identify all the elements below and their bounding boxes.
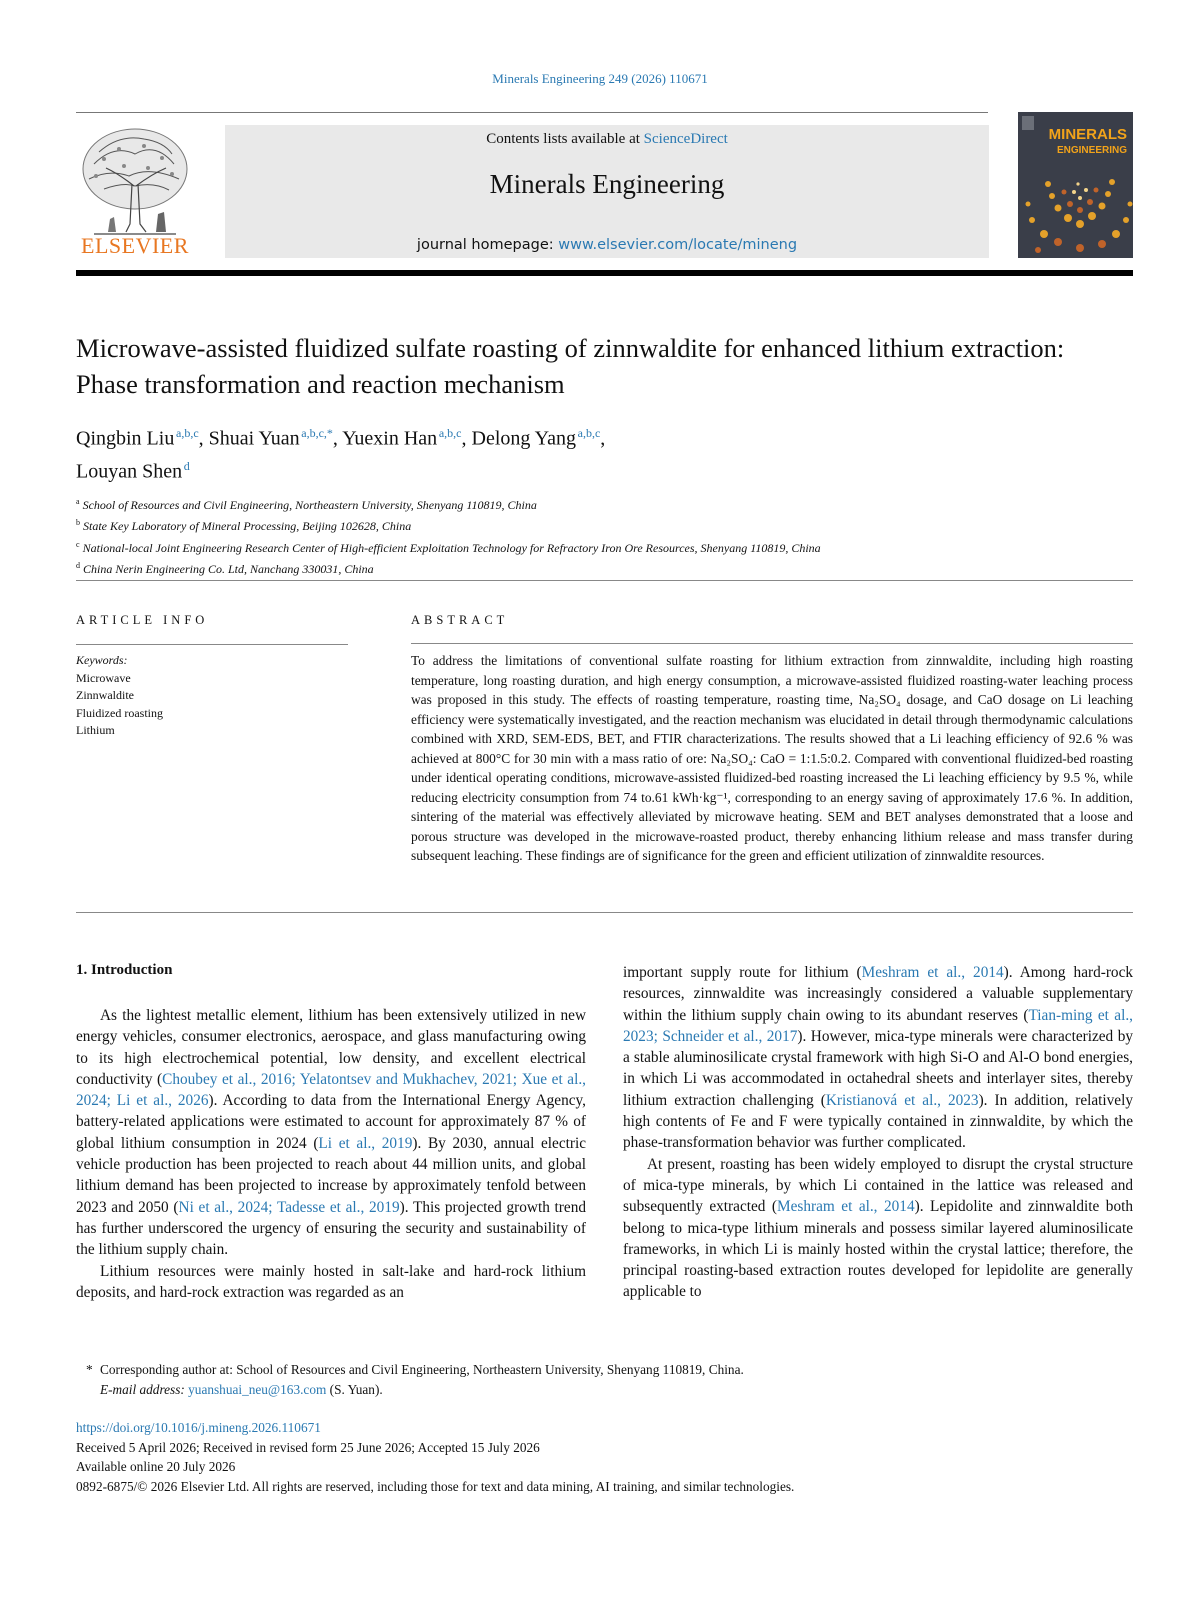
author-affiliation-marks[interactable]: a,b,c [577, 426, 601, 440]
affiliation-text: China Nerin Engineering Co. Ltd, Nanchang 330031, China [83, 562, 374, 577]
author-name[interactable]: Shuai Yuan [208, 427, 300, 450]
affiliation-item [76, 493, 1126, 514]
body-column-right [623, 962, 1133, 1303]
keywords-label: Keywords: [76, 653, 128, 667]
journal-citation[interactable]: Minerals Engineering 249 (2026) 110671 [492, 71, 708, 86]
body-text: ). Lepidolite and zinnwaldite both belong to mica-type lithium minerals and possess similar layered aluminosilicate frameworks, in which Li is mainly hosted within the crystal lattice; therefore, the principal roasting-based extraction routes developed for lepidolite are generally applicable to [623, 1198, 1133, 1301]
affiliation-mark: b [76, 518, 80, 528]
article-title: Microwave-assisted fluidized sulfate roasting of zinnwaldite for enhanced lithium extraction: Phase transformation and reaction mechanism [76, 333, 1065, 399]
body-text: Lithium resources were mainly hosted in salt-lake and hard-rock lithium deposits, and hard-rock extraction was regarded as an [76, 1262, 586, 1301]
body-text: ). Among hard-rock resources, zinnwaldite was increasingly considered a valuable supplementary within the lithium supply chain owing to its abundant reserves ( [623, 964, 1134, 1024]
body-paragraph [76, 1005, 586, 1261]
corresponding-author-text: Corresponding author at: School of Resources and Civil Engineering, Northeastern University, Shenyang 110819, China. [100, 1362, 744, 1377]
footnote-star: * [86, 1362, 93, 1377]
affiliation-text: School of Resources and Civil Engineering, Northeastern University, Shenyang 110819, China [82, 498, 537, 512]
cover-title [1049, 128, 1127, 158]
body-text: ). In addition, relatively high contents of Fe and F were typically contained in zinnwaldite, by which the phase-transformation behavior was further complicated. [623, 1091, 1133, 1152]
article-info-rule [76, 644, 348, 645]
author-name[interactable]: Delong Yang [471, 427, 576, 450]
body-column-left [76, 1005, 586, 1303]
author-separator: , [461, 427, 472, 450]
keyword-item: Fluidized roasting [76, 705, 163, 720]
author-affiliation-marks[interactable]: a,b,c,* [301, 426, 333, 440]
citation-link[interactable]: Choubey et al., 2016; Yelatontsev and Mukhachev, 2021; Xue et al., 2024; Li et al., 2026 [76, 1070, 586, 1110]
contents-line [225, 131, 989, 148]
affiliation-mark: d [76, 561, 80, 571]
elsevier-wordmark: ELSEVIER [81, 233, 189, 258]
affiliation-item [76, 536, 1126, 557]
affiliation-mark: c [76, 539, 80, 549]
keyword-item: Zinnwaldite [76, 688, 134, 702]
affiliation-text: National-local Joint Engineering Research Center of High-efficient Exploitation Technology for Refractory Iron Ore Resources, Shenyang 110819, China [82, 540, 821, 555]
body-paragraph [76, 1261, 586, 1304]
author-affiliation-marks[interactable]: a,b,c [176, 426, 199, 440]
author-name[interactable]: Qingbin Liu [76, 427, 175, 450]
author-name[interactable]: Louyan Shen [76, 460, 183, 483]
abstract-rule [411, 643, 1133, 644]
affiliation-mark: a [76, 497, 80, 506]
email-label: E-mail address: [100, 1382, 185, 1397]
author-name[interactable]: Yuexin Han [342, 427, 438, 450]
affiliation-text: State Key Laboratory of Mineral Processing, Beijing 102628, China [83, 519, 412, 534]
keyword-item: Microwave [76, 670, 131, 685]
header-thick-rule [76, 270, 1133, 276]
email-link[interactable]: yuanshuai_neu@163.com [188, 1382, 327, 1397]
author-separator: , [332, 427, 343, 450]
info-divider-bottom [76, 912, 1133, 913]
body-text: As the lightest metallic element, lithium has been extensively utilized in new energy vehicles, consumer electronics, aerospace, and glass manufacturing owing to its high electrochemical potential, low density, and excellent electrical conductivity ( [76, 1007, 586, 1088]
journal-name: Minerals Engineering [489, 169, 725, 199]
author-list [76, 420, 1116, 485]
body-text: ). This projected growth trend has further underscored the urgency of ensuring the security and sustainability of the lithium supply chain. [76, 1198, 586, 1259]
abstract-text: To address the limitations of conventional sulfate roasting for lithium extraction from zinnwaldite, including high roasting temperature, long roasting duration, and high energy consumption, a microwave-assisted fluidized roasting-water leaching process was proposed in this study. The effects of roasting temperature, roasting time, Na₂SO₄ dosage, and CaO dosage on Li leaching efficiency were systematically investigated, and the reaction mechanism was elucidated in detail through thermodynamic calculations combined with XRD, SEM-EDS, BET, and FTIR characterizations. The results showed that a Li leaching efficiency of 92.6 % was achieved at 800°C for 30 min with a mass ratio of ore: Na₂SO₄: CaO = 1:1.5:0.2. Compared with conventional fluidized-bed roasting under identical operating conditions, microwave-assisted fluidized-bed roasting increased the Li leaching efficiency by 9.5 %, while reducing electricity consumption from 74 to.61 kWh·kg⁻¹, corresponding to an energy saving of approximately 17.6 %. In addition, sintering of the material was effectively alleviated by microwave heating. SEM and BET analyses demonstrated that a loose and porous structure was developed in the microwave-roasted product, thereby enhancing lithium release and mass transfer during subsequent leaching. These findings are of significance for the green and efficient utilization of zinnwaldite resources. [411, 653, 1133, 863]
body-text: At present, roasting has been widely employed to disrupt the crystal structure of mica-type minerals, by which Li contained in the lattice was released and subsequently extracted ( [623, 1155, 1133, 1216]
contents-prefix: Contents lists available at [486, 131, 644, 147]
abstract-heading: ABSTRACT [411, 613, 509, 627]
cover-title-line-1: MINERALS [1048, 126, 1127, 143]
citation-link[interactable]: Ni et al., 2024; Tadesse et al., 2019 [178, 1198, 400, 1216]
body-text: ). According to data from the International Energy Agency, battery-related applications were estimated to account for approximately 87 % of global lithium consumption in 2024 ( [76, 1092, 586, 1152]
doi-link[interactable]: https://doi.org/10.1016/j.mineng.2026.110671 [76, 1420, 321, 1435]
author-affiliation-marks[interactable]: d [183, 458, 190, 473]
citation-link[interactable]: Kristianová et al., 2023 [825, 1091, 979, 1109]
article-info-heading: ARTICLE INFO [76, 613, 209, 627]
corresponding-author-footnote [76, 1360, 1133, 1400]
journal-cover-image[interactable] [1018, 112, 1133, 258]
available-online: Available online 20 July 2026 [76, 1459, 236, 1475]
received-dates: Received 5 April 2026; Received in revised form 25 June 2026; Accepted 15 July 2026 [76, 1439, 540, 1455]
body-paragraph [623, 1154, 1133, 1303]
citation-link[interactable]: Meshram et al., 2014 [861, 964, 1004, 981]
publication-info [76, 1418, 1133, 1496]
affiliation-item [76, 557, 1126, 578]
body-paragraph-continued [623, 962, 1133, 1154]
email-suffix: (S. Yuan). [326, 1382, 383, 1397]
header-divider [76, 112, 988, 113]
info-divider-top [76, 580, 1133, 581]
keywords-block [76, 652, 346, 740]
homepage-prefix: journal homepage: [416, 237, 559, 253]
author-separator: , [600, 427, 606, 450]
sciencedirect-link[interactable]: ScienceDirect [643, 131, 728, 147]
affiliation-item [76, 514, 1126, 535]
citation-link[interactable]: Tian-ming et al., 2023; Schneider et al., 2017 [623, 1006, 1133, 1045]
body-text: ). However, mica-type minerals were characterized by a stable aluminosilicate crystal framework with high Si-O and Al-O bond energies, in which Li was accommodated in octahedral sheets and interlayer sites, thereby lithium extraction challenging ( [623, 1027, 1133, 1109]
body-text: ). By 2030, annual electric vehicle production has been projected to reach about 44 million units, and global lithium demand has been projected to increase by approximately tenfold between 2023 and 2050 ( [76, 1134, 587, 1216]
keyword-item: Lithium [76, 723, 115, 737]
section-heading-introduction: 1. Introduction [76, 962, 173, 978]
citation-link[interactable]: Meshram et al., 2014 [777, 1198, 915, 1216]
journal-homepage-link[interactable]: www.elsevier.com/locate/mineng [558, 237, 798, 253]
copyright-line: 0892-6875/© 2026 Elsevier Ltd. All rights are reserved, including those for text and data mining, AI training, and similar technologies. [76, 1478, 795, 1494]
author-affiliation-marks[interactable]: a,b,c [438, 426, 462, 440]
affiliation-list [76, 493, 1126, 579]
citation-link[interactable]: Li et al., 2019 [318, 1134, 413, 1152]
cover-title-line-2: ENGINEERING [1056, 145, 1127, 156]
author-separator: , [198, 427, 209, 450]
homepage-line [225, 237, 989, 253]
email-line [100, 1380, 1133, 1400]
journal-banner [225, 125, 989, 258]
body-text: important supply route for lithium ( [623, 964, 862, 981]
